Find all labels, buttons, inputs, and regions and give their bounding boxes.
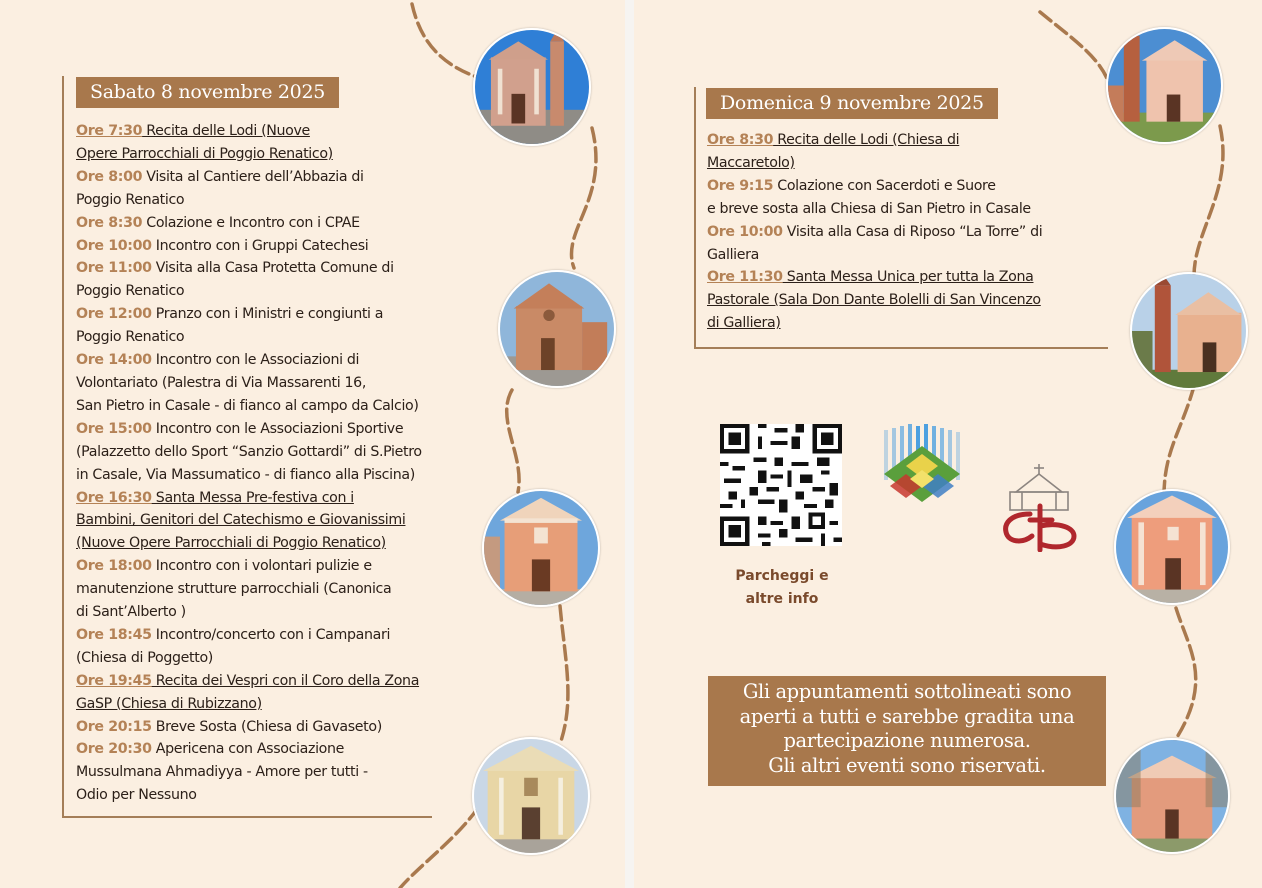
schedule-item: [76, 738, 496, 807]
event-time: Ore 18:00: [76, 558, 152, 575]
saturday-date-label: Sabato 8 novembre 2025: [76, 77, 339, 108]
event-description: Visita alla Casa di Riposo “La Torre” di Galliera: [707, 223, 1043, 263]
schedule-item: [76, 120, 496, 166]
schedule-item: [76, 418, 496, 487]
right-page: [634, 0, 1262, 888]
event-time: Ore 11:30: [707, 269, 783, 286]
schedule-item: [76, 166, 496, 212]
event-time: Ore 11:00: [76, 260, 152, 277]
church-photo-5: [1106, 27, 1223, 144]
page-gutter: [625, 0, 634, 888]
schedule-item: [76, 303, 496, 349]
event-time: Ore 8:30: [76, 214, 143, 231]
diocese-logo: [996, 462, 1082, 552]
church-photo-8: [1114, 738, 1230, 854]
event-description: Visita alla Casa Protetta Comune di Poggio Renatico: [76, 260, 394, 300]
event-time: Ore 20:30: [76, 741, 152, 758]
event-time: Ore 12:00: [76, 306, 152, 323]
saturday-schedule: [76, 120, 496, 807]
event-description: Incontro con le Associazioni Sportive (Palazzetto dello Sport “Sanzio Gottardi” di S.Pietro in Casale, Via Massumatico - di fianco alla Piscina): [76, 420, 422, 483]
church-photo-4: [472, 737, 590, 855]
event-description: Incontro con i Gruppi Catechesi: [151, 237, 369, 254]
qr-code[interactable]: [720, 424, 842, 546]
event-description: Recita dei Vespri con il Coro della Zona GaSP (Chiesa di Rubizzano): [76, 672, 420, 712]
schedule-item: [76, 212, 496, 235]
event-description: Santa Messa Unica per tutta la Zona Pastorale (Sala Don Dante Bolelli di San Vincenzo di Galliera): [707, 269, 1041, 332]
schedule-item: [76, 555, 496, 624]
event-time: Ore 10:00: [707, 223, 783, 240]
event-time: Ore 14:00: [76, 352, 152, 369]
event-description: Incontro/concerto con i Campanari (Chiesa di Poggetto): [76, 626, 391, 666]
event-description: Recita delle Lodi (Chiesa di Maccaretolo): [707, 132, 960, 171]
event-time: Ore 8:30: [707, 132, 774, 148]
sunday-date-label: Domenica 9 novembre 2025: [706, 88, 998, 119]
schedule-item: [76, 487, 496, 556]
schedule-item: [76, 235, 496, 258]
left-page: [0, 0, 625, 888]
schedule-item: [707, 266, 1127, 335]
event-time: Ore 8:00: [76, 168, 143, 185]
church-photo-6: [1130, 272, 1248, 390]
schedule-item: [76, 716, 496, 739]
schedule-item: [76, 349, 496, 418]
zona-pastorale-logo: [880, 424, 964, 508]
schedule-item: [76, 257, 496, 303]
event-description: Recita delle Lodi (Nuove Opere Parrocchiali di Poggio Renatico): [76, 123, 333, 162]
event-time: Ore 20:15: [76, 718, 152, 735]
event-time: Ore 9:15: [707, 177, 774, 194]
qr-caption: Parcheggi e altre info: [735, 568, 829, 607]
event-description: Incontro con i volontari pulizie e manutenzione strutture parrocchiali (Canonica di Sant’Alberto ): [76, 558, 392, 621]
church-photo-1: [473, 28, 591, 146]
event-time: Ore 19:45: [76, 672, 152, 689]
event-description: Santa Messa Pre-festiva con i Bambini, Genitori del Catechismo e Giovanissimi (Nuove Opere Parrocchiali di Poggio Renatico): [76, 489, 406, 552]
notice-box: Gli appuntamenti sottolineati sono aperti a tutti e sarebbe gradita una partecipazione numerosa. Gli altri eventi sono riservati.: [708, 676, 1106, 786]
schedule-item: [707, 129, 1127, 175]
schedule-item: [76, 624, 496, 670]
event-time: Ore 7:30: [76, 123, 143, 139]
sunday-schedule: [707, 129, 1127, 335]
event-time: Ore 10:00: [76, 237, 152, 254]
event-description: Pranzo con i Ministri e congiunti a Poggio Renatico: [76, 306, 384, 346]
event-time: Ore 15:00: [76, 420, 152, 437]
event-description: Incontro con le Associazioni di Volontariato (Palestra di Via Massarenti 16, San Pietro in Casale - di fianco al campo da Calcio): [76, 352, 419, 414]
schedule-item: [707, 221, 1127, 267]
event-description: Apericena con Associazione Mussulmana Ahmadiyya - Amore per tutti - Odio per Nessuno: [76, 741, 368, 804]
schedule-item: [76, 670, 496, 716]
event-time: Ore 16:30: [76, 489, 152, 506]
event-time: Ore 18:45: [76, 626, 152, 643]
church-photo-7: [1114, 489, 1230, 605]
event-description: Breve Sosta (Chiesa di Gavaseto): [151, 718, 382, 735]
event-description: Colazione con Sacerdoti e Suore e breve sosta alla Chiesa di San Pietro in Casale: [707, 177, 1031, 217]
event-description: Colazione e Incontro con i CPAE: [142, 214, 360, 231]
church-photo-3: [482, 489, 600, 607]
event-description: Visita al Cantiere dell’Abbazia di Poggio Renatico: [76, 168, 364, 208]
church-photo-2: [498, 270, 616, 388]
schedule-item: [707, 175, 1127, 221]
